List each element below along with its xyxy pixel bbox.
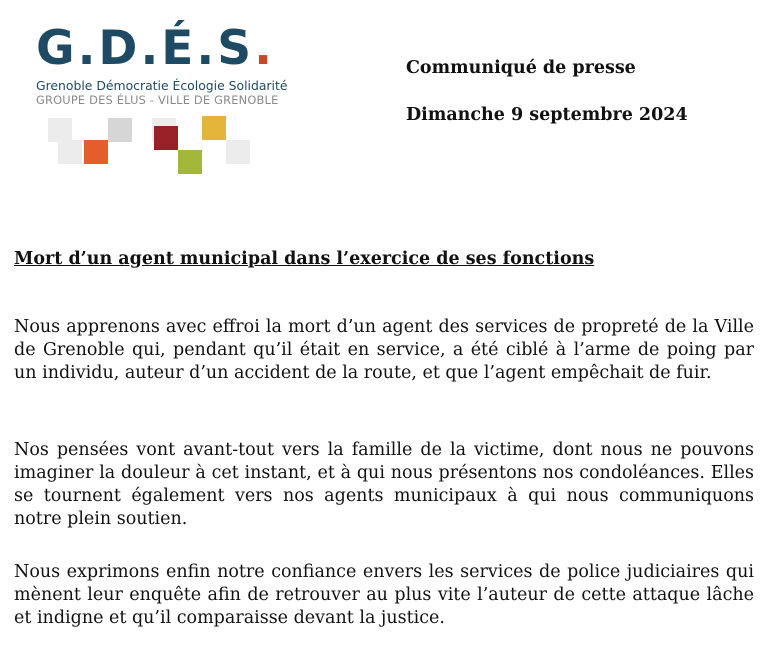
logo-square-gray-5 [226,140,250,164]
logo-square-yellow [202,116,226,140]
paragraph-2: Nos pensées vont avant-tout vers la famille de la victime, dont nous ne pouvons imaginer la douleur à cet instant, et à qui nous présentons nos condoléances. Elles se tournent également vers nos agents municipaux à qui nous communiquons notre plein soutien. [14,440,754,529]
headline: Mort d’un agent municipal dans l’exercice de ses fonctions [14,249,595,269]
logo-subtitle: GROUPE DES ÉLUS - VILLE DE GRENOBLE [36,93,279,107]
press-release-date: Dimanche 9 septembre 2024 [406,105,688,125]
paragraph-1: Nous apprenons avec effroi la mort d’un agent des services de propreté de la Ville de Grenoble qui, pendant qu’il était en service, a été ciblé à l’arme de poing par un individu, auteur d’un accident de la route, et que l’agent empêchait de fuir. [14,317,754,383]
logo-square-green [178,150,202,174]
logo-wordmark-final-dot: . [254,21,275,76]
paragraph-3: Nous exprimons enfin notre confiance envers les services de police judiciaires qui mènent leur enquête afin de retrouver au plus vite l’auteur de cette attaque lâche et indigne et qu’il comparaisse devant la justice. [14,562,754,628]
logo-square-orange [84,140,108,164]
press-release-label: Communiqué de presse [406,58,636,78]
gdes-logo [36,22,306,182]
logo-square-gray-1 [48,118,72,142]
logo-wordmark [36,22,306,76]
logo-square-gray-2 [108,118,132,142]
logo-square-dark-red [154,126,178,150]
logo-full-name: Grenoble Démocratie Écologie Solidarité [36,78,288,93]
logo-square-gray-4 [58,140,82,164]
logo-wordmark-letters: G.D.É.S [36,21,255,76]
